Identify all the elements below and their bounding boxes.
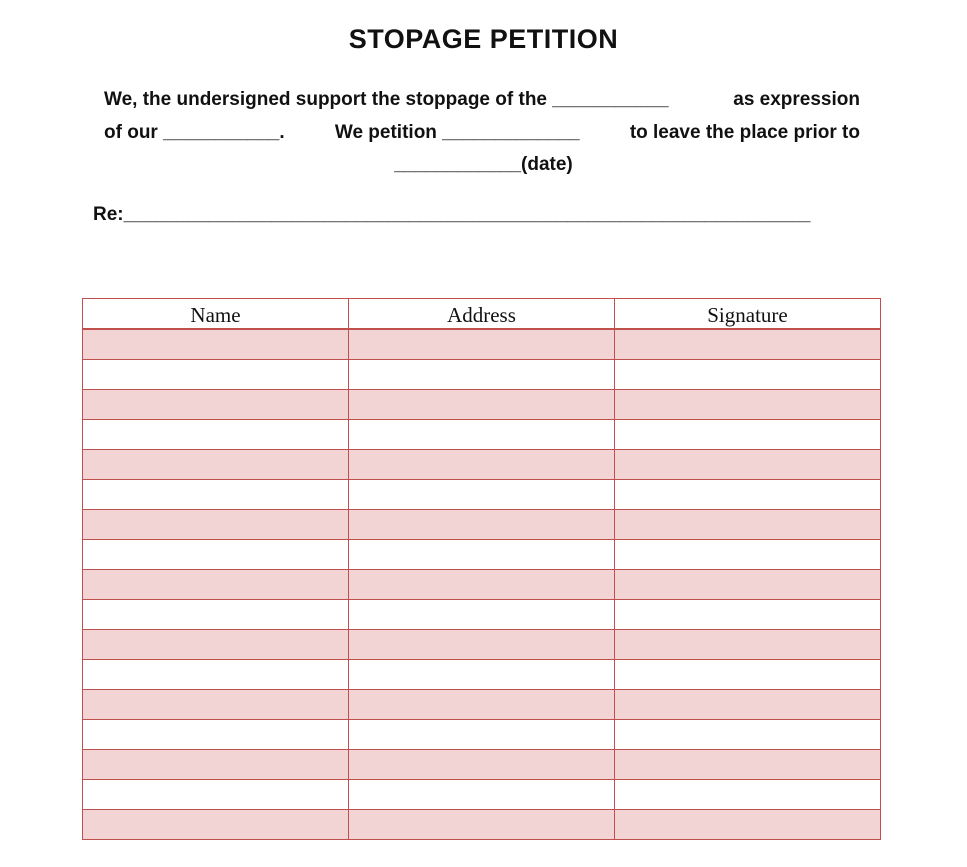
address-cell[interactable] xyxy=(349,540,615,570)
address-cell[interactable] xyxy=(349,329,615,360)
signature-cell[interactable] xyxy=(615,810,881,840)
signature-cell[interactable] xyxy=(615,630,881,660)
name-cell[interactable] xyxy=(83,480,349,510)
table-row xyxy=(83,690,881,720)
table-row xyxy=(83,510,881,540)
address-cell[interactable] xyxy=(349,570,615,600)
address-cell[interactable] xyxy=(349,360,615,390)
table-row xyxy=(83,720,881,750)
signature-cell[interactable] xyxy=(615,570,881,600)
name-cell[interactable] xyxy=(83,420,349,450)
table-row xyxy=(83,750,881,780)
petition-text-segment: We petition _____________ xyxy=(334,122,580,143)
signature-cell[interactable] xyxy=(615,450,881,480)
signature-cell[interactable] xyxy=(615,329,881,360)
table-row xyxy=(83,600,881,630)
address-cell[interactable] xyxy=(349,420,615,450)
table-row xyxy=(83,360,881,390)
address-cell[interactable] xyxy=(349,450,615,480)
address-cell[interactable] xyxy=(349,780,615,810)
name-cell[interactable] xyxy=(83,750,349,780)
signature-cell[interactable] xyxy=(615,510,881,540)
address-cell[interactable] xyxy=(349,720,615,750)
name-cell[interactable] xyxy=(83,540,349,570)
signature-table-body xyxy=(83,329,881,840)
re-line: Re:_________________________________________________________________ xyxy=(93,204,811,225)
table-row xyxy=(83,810,881,840)
signature-cell[interactable] xyxy=(615,420,881,450)
table-row xyxy=(83,630,881,660)
petition-text-segment: as expression xyxy=(733,89,860,110)
signature-cell[interactable] xyxy=(615,690,881,720)
signature-cell[interactable] xyxy=(615,600,881,630)
document-title: STOPAGE PETITION xyxy=(348,24,619,54)
table-header-row xyxy=(83,299,881,330)
signature-cell[interactable] xyxy=(615,780,881,810)
signature-cell[interactable] xyxy=(615,480,881,510)
address-cell[interactable] xyxy=(349,810,615,840)
name-cell[interactable] xyxy=(83,600,349,630)
signature-cell[interactable] xyxy=(615,750,881,780)
table-row xyxy=(83,660,881,690)
address-cell[interactable] xyxy=(349,480,615,510)
petition-text-line-1 xyxy=(104,89,860,111)
address-cell[interactable] xyxy=(349,510,615,540)
signature-table xyxy=(82,298,881,840)
column-header-signature: Signature xyxy=(615,299,881,330)
name-cell[interactable] xyxy=(83,390,349,420)
name-cell[interactable] xyxy=(83,810,349,840)
signature-cell[interactable] xyxy=(615,720,881,750)
column-header-address: Address xyxy=(349,299,615,330)
table-row xyxy=(83,480,881,510)
name-cell[interactable] xyxy=(83,570,349,600)
table-row xyxy=(83,540,881,570)
address-cell[interactable] xyxy=(349,630,615,660)
address-cell[interactable] xyxy=(349,390,615,420)
address-cell[interactable] xyxy=(349,660,615,690)
table-row xyxy=(83,390,881,420)
name-cell[interactable] xyxy=(83,450,349,480)
table-row xyxy=(83,329,881,360)
table-row xyxy=(83,780,881,810)
signature-cell[interactable] xyxy=(615,390,881,420)
petition-text-segment: of our ___________. xyxy=(104,122,285,143)
name-cell[interactable] xyxy=(83,660,349,690)
address-cell[interactable] xyxy=(349,750,615,780)
name-cell[interactable] xyxy=(83,329,349,360)
petition-text-segment: to leave the place prior to xyxy=(629,122,860,143)
name-cell[interactable] xyxy=(83,630,349,660)
name-cell[interactable] xyxy=(83,780,349,810)
name-cell[interactable] xyxy=(83,720,349,750)
petition-date-line: ____________(date) xyxy=(394,154,573,175)
column-header-name: Name xyxy=(83,299,349,330)
signature-cell[interactable] xyxy=(615,660,881,690)
address-cell[interactable] xyxy=(349,600,615,630)
table-row xyxy=(83,420,881,450)
signature-cell[interactable] xyxy=(615,360,881,390)
petition-text-line-2 xyxy=(104,122,860,144)
petition-text-segment: We, the undersigned support the stoppage of the ___________ xyxy=(104,89,669,110)
table-row xyxy=(83,450,881,480)
name-cell[interactable] xyxy=(83,510,349,540)
name-cell[interactable] xyxy=(83,360,349,390)
table-row xyxy=(83,570,881,600)
name-cell[interactable] xyxy=(83,690,349,720)
signature-cell[interactable] xyxy=(615,540,881,570)
address-cell[interactable] xyxy=(349,690,615,720)
